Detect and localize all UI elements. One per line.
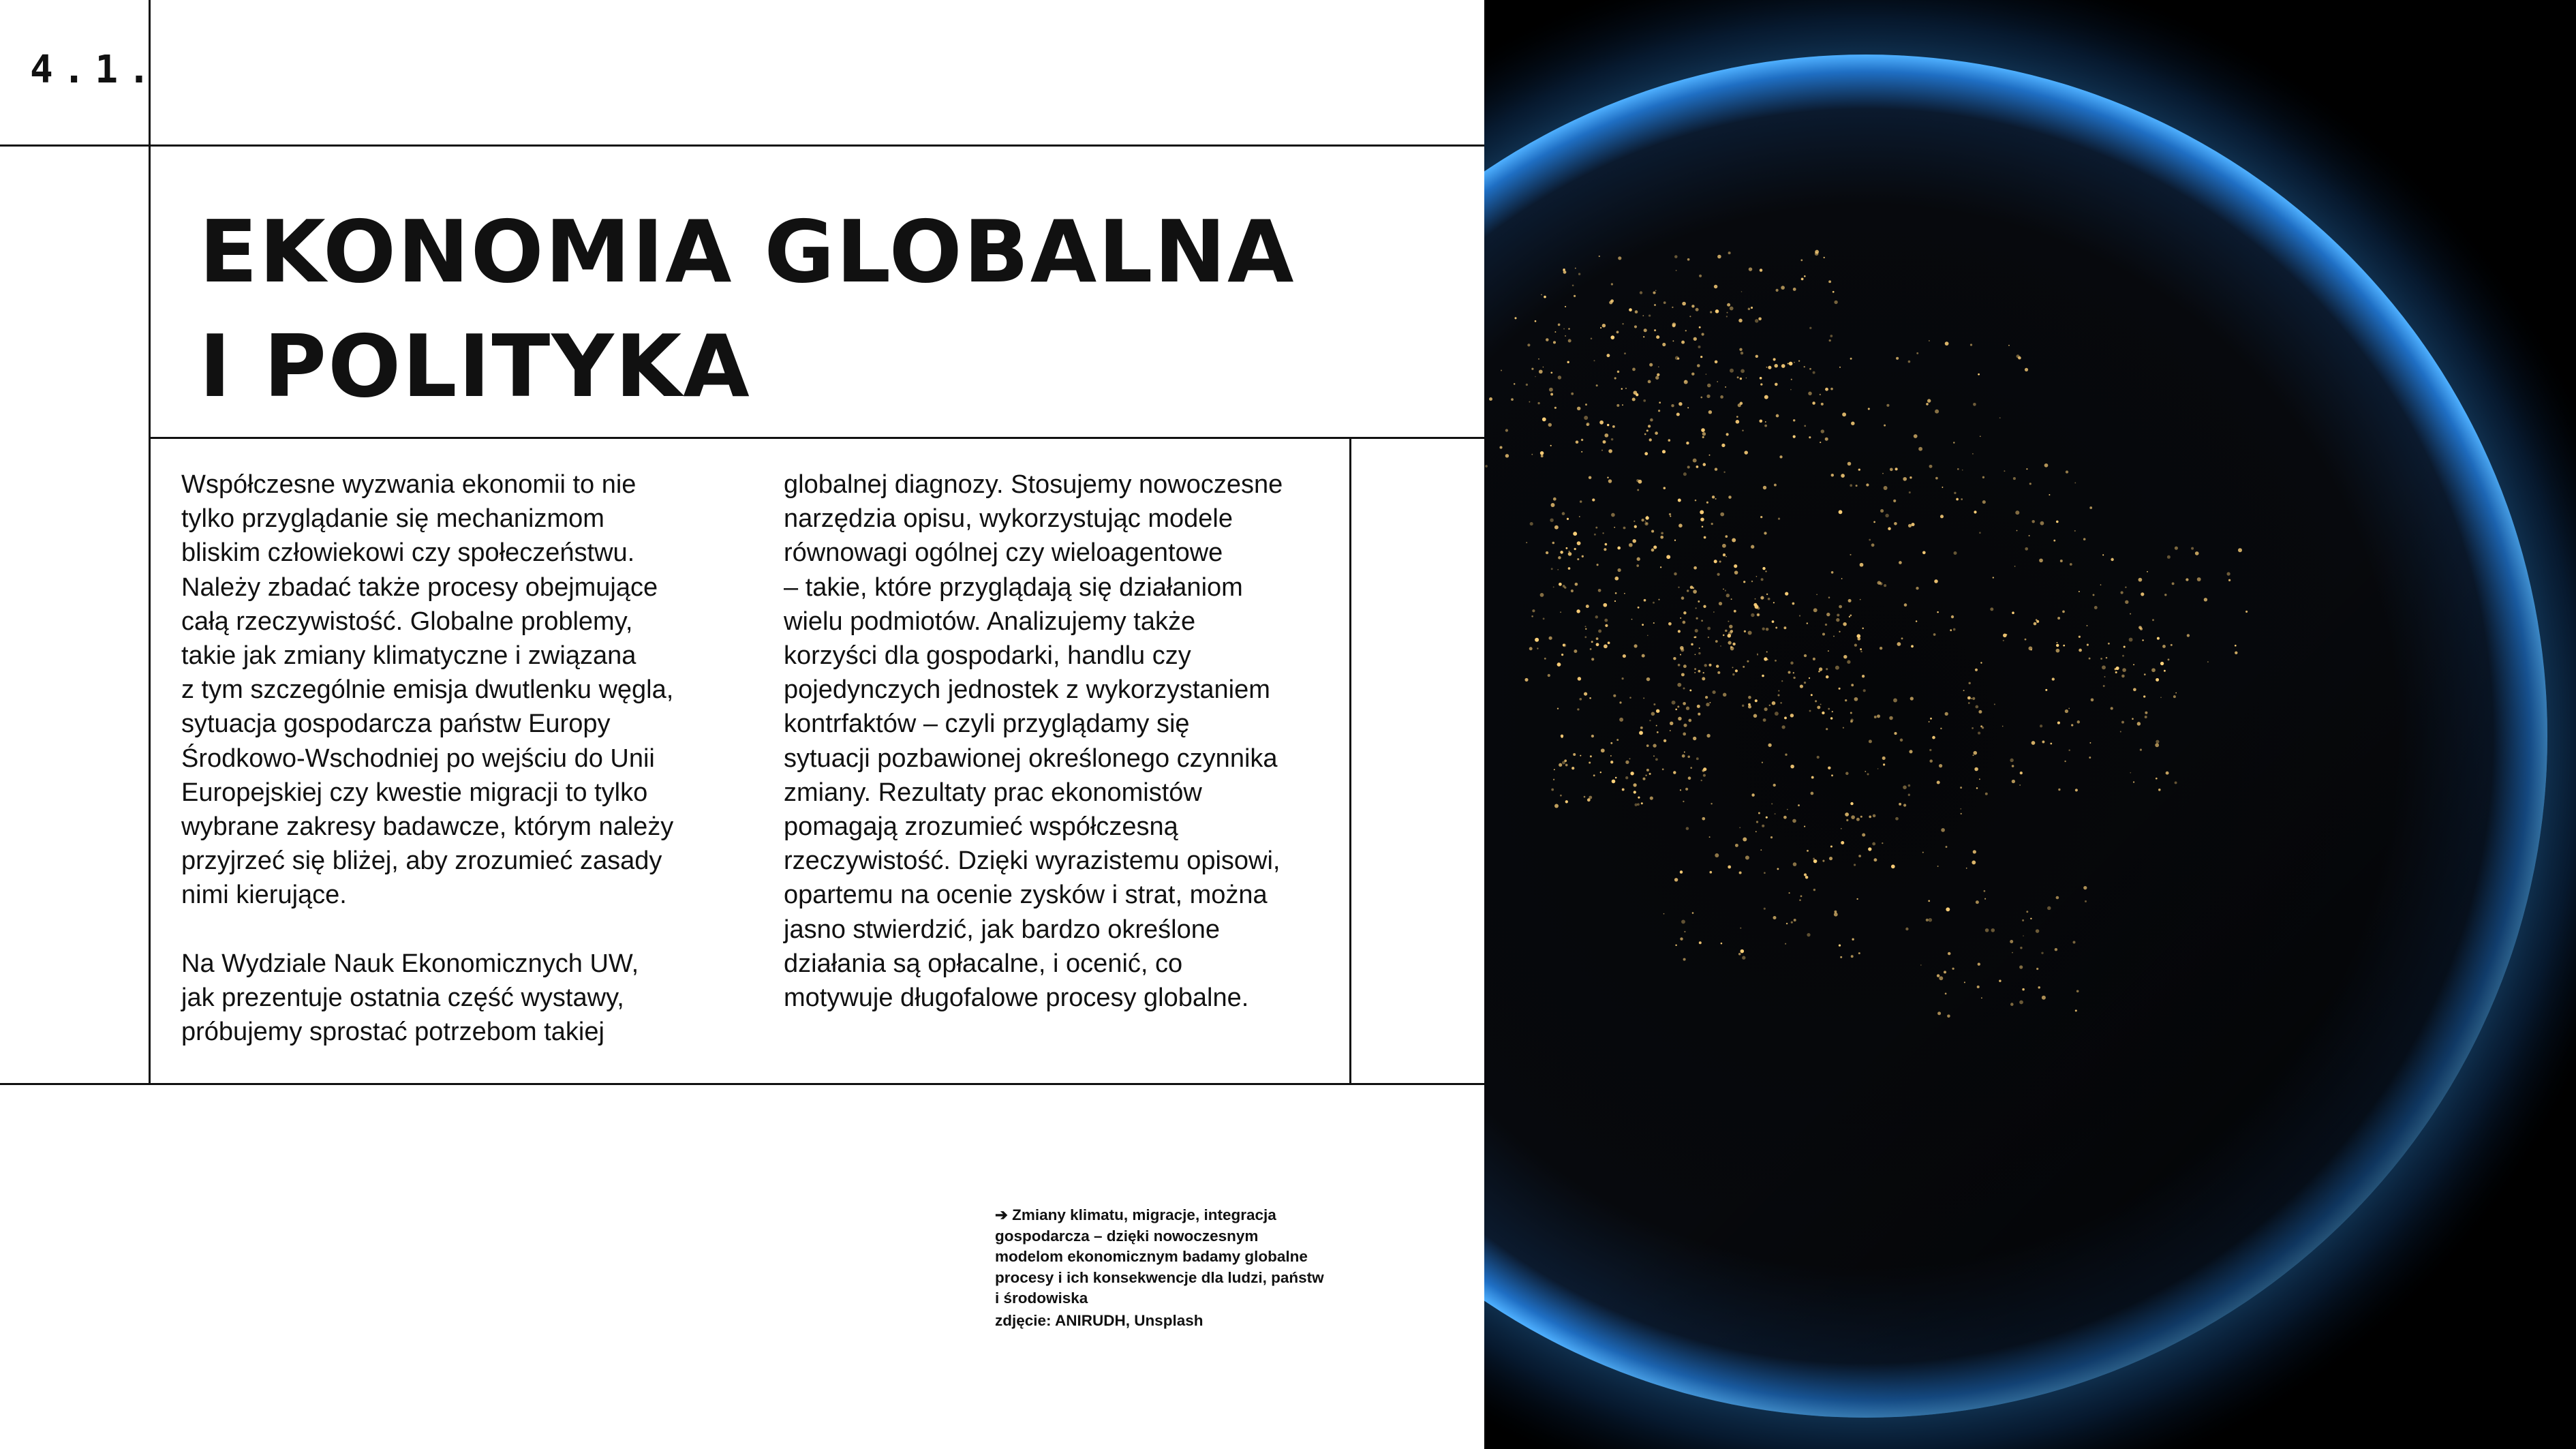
page-title-line-2: I POLITYKA (199, 316, 751, 416)
caption-text: ➔ Zmiany klimatu, migracje, integracja gospodarcza – dzięki nowoczesnym modelom ekonomicznym badamy globalne procesy i ich konsekwencje dla ludzi, państw i środowiska (995, 1206, 1324, 1307)
page-title (199, 195, 1494, 424)
earth-at-night-photo (1484, 0, 2576, 1449)
body-bottom-rule (0, 1083, 1484, 1085)
body-paragraph: Współczesne wyzwania ekonomii to nie tylko przyglądanie się mechanizmom bliskim człowiekowi czy społeczeństwu. Należy zbadać także procesy obejmujące całą rzeczywistość. Globalne problemy, takie jak zmiany klimatyczne i związana z tym szczególnie emisja dwutlenku węgla, sytuacja gospodarcza państw Europy Środkowo-Wschodniej po wejściu do Unii Europejskiej czy kwestie migracji to tylko wybrane zakresy badawcze, którym należy przyjrzeć się bliżej, aby zrozumieć zasady nimi kierujące. (181, 470, 674, 910)
body-paragraph: globalnej diagnozy. Stosujemy nowoczesne narzędzia opisu, wykorzystując modele równowagi ogólnej czy wieloagentowe – takie, które przyglądają się działaniom wielu podmiotów. Analizujemy także korzyści dla gospodarki, handlu czy pojedynczych jednostek z wykorzystaniem kontrfaktów – czyli przyglądamy się sytuacji pozbawionej określonego czynnika zmiany. Rezultaty prac ekonomistów pomagają zrozumieć współczesną rzeczywistość. Dzięki wyrazistemu opisowi, opartemu na ocenie zysków i strat, można jasno stwierdzić, jak bardzo określone działania są opłacalne, i ocenić, co motywuje długofalowe procesy globalne. (784, 470, 1283, 1013)
page-title-line-1: EKONOMIA GLOBALNA (199, 202, 1295, 302)
header-rule (0, 144, 1484, 147)
photo-caption (995, 1205, 1377, 1331)
left-margin-rule (149, 0, 151, 1085)
photo-credit: zdjęcie: ANIRUDH, Unsplash (995, 1311, 1203, 1329)
title-bottom-rule (149, 437, 1484, 439)
body-column-right (784, 468, 1356, 1015)
body-paragraph: Na Wydziale Nauk Ekonomicznych UW, jak prezentuje ostatnia część wystawy, próbujemy sprostać potrzebom takiej (181, 949, 639, 1047)
body-column-left (181, 468, 740, 1049)
section-number: 4.1. (30, 48, 160, 92)
